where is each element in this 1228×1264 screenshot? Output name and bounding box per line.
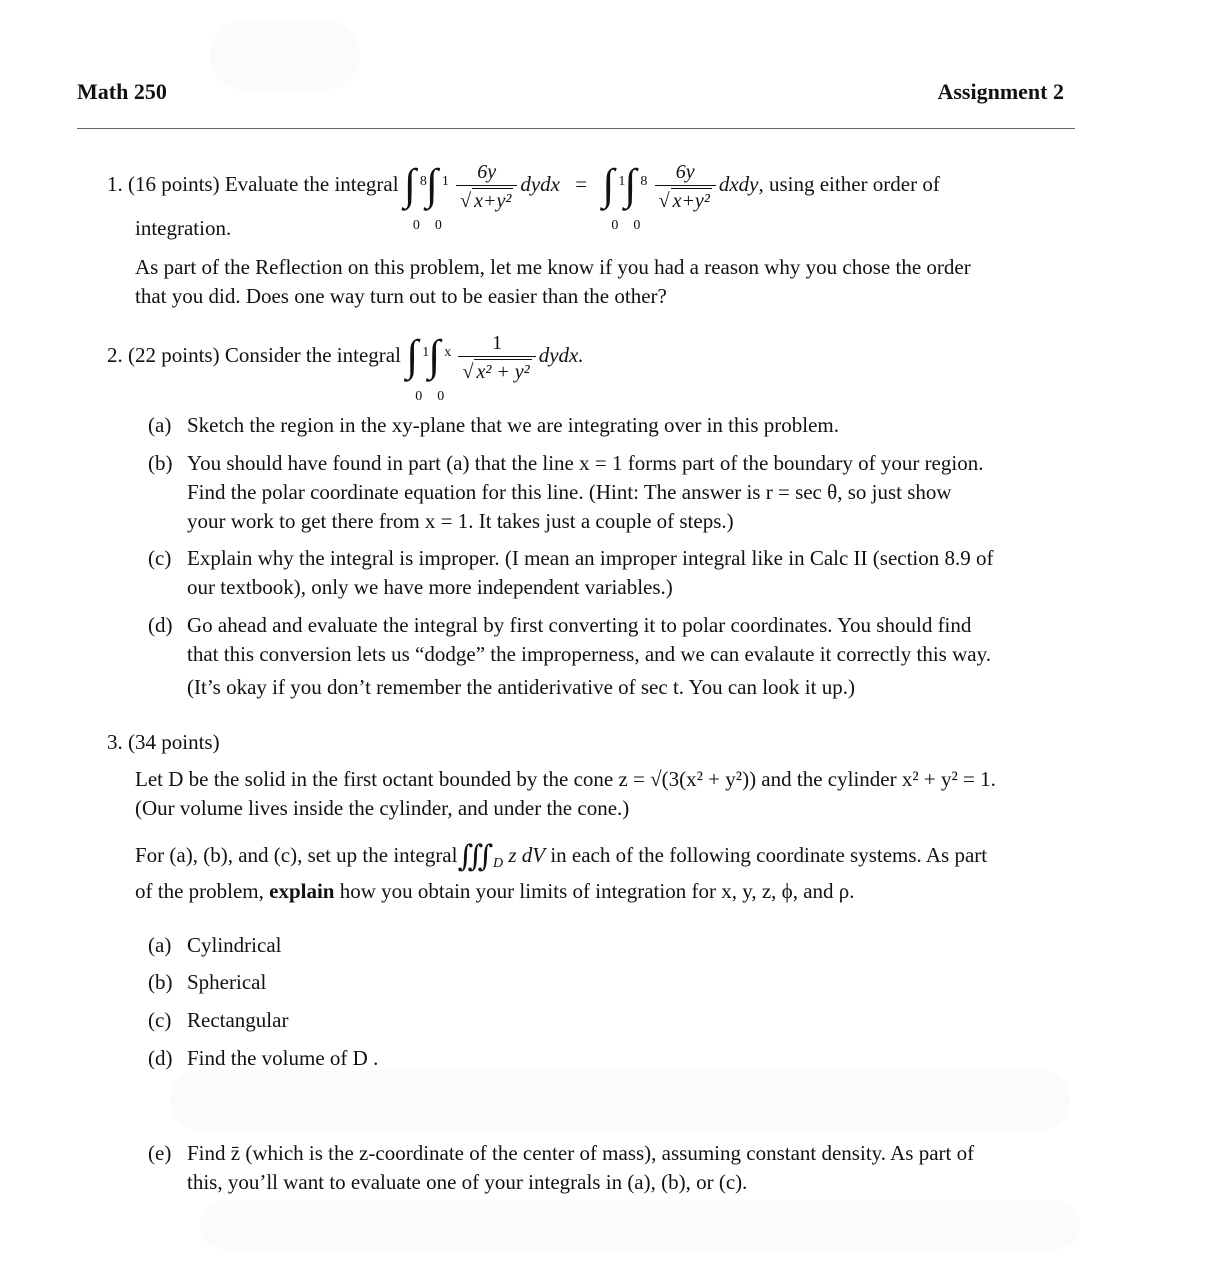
problem-3-setup-line: of the problem, explain how you obtain your limits of integration for x, y, z, ϕ, and ρ.: [135, 879, 855, 903]
part-label: (d): [148, 1046, 173, 1070]
integral-sign: ∫ 8 0: [403, 160, 427, 234]
integrand-fraction: $\frac{6y}{\text{√ x+y²}}$: [456, 160, 517, 213]
part-label: (e): [148, 1141, 172, 1165]
part-label: (a): [148, 933, 172, 957]
problem-3-number: 3.: [107, 730, 123, 754]
part-text: Find the volume of D .: [187, 1046, 379, 1070]
part-text: Find the polar coordinate equation for this line. (Hint: The answer is r = sec θ, so just show: [187, 480, 952, 504]
part-label: (c): [148, 1008, 172, 1032]
problem-3-header: [107, 728, 220, 756]
integral-sign: ∫ 8 0: [624, 160, 648, 234]
integral-sign: ∫ 1 0: [406, 331, 430, 405]
part-text: Go ahead and evaluate the integral by first converting it to polar coordinates. You should find: [187, 613, 972, 637]
part-text: that this conversion lets us “dodge” the improperness, and we can evalaute it correctly this way.: [187, 642, 991, 666]
problem-2-statement: 2. (22 points) Consider the integral ∫ 1 0 ∫ x 0 $\frac{1}{\text{√ x² + y²}}$ dydx.: [107, 331, 584, 405]
course-title: Math 250: [77, 79, 167, 104]
problem-2-intro: Consider the integral: [224, 343, 401, 367]
integral-sign: ∫ x 0: [428, 331, 452, 405]
problem-1-points: (16 points): [128, 172, 220, 196]
part-label: (b): [148, 451, 173, 475]
part-text: Sketch the region in the xy-plane that we are integrating over in this problem.: [187, 413, 839, 437]
problem-3-description: Let D be the solid in the first octant bounded by the cone z = √(3(x² + y²)) and the cylinder x² + y² = 1.: [135, 767, 996, 791]
problem-2-number: 2.: [107, 343, 123, 367]
part-text: Find z̄ (which is the z-coordinate of the center of mass), assuming constant density. As part of: [187, 1141, 975, 1165]
part-text: You should have found in part (a) that the line x = 1 forms part of the boundary of your region.: [187, 451, 984, 475]
part-label: (d): [148, 613, 173, 637]
eraser-smudge: [170, 1070, 1070, 1130]
problem-1-integral-1: ∫ 8 0 ∫ 1 0 $\frac{6y}{\text{√ x+y²}}$ dydx: [403, 160, 560, 234]
problem-3-points: (34 points): [128, 730, 220, 754]
part-label: (c): [148, 546, 172, 570]
problem-3-setup-line: For (a), (b), and (c), set up the $integral∭_D$ z dV in each of the following coordinate systems. As part: [135, 840, 988, 873]
part-text: (It’s okay if you don’t remember the antiderivative of sec t. You can look it up.): [187, 675, 855, 699]
part-text: Rectangular: [187, 1008, 289, 1032]
problem-1-intro: Evaluate the integral: [224, 172, 399, 196]
problem-2-points: (22 points): [128, 343, 220, 367]
part-text: Spherical: [187, 970, 267, 994]
part-text: Cylindrical: [187, 933, 282, 957]
part-text: our textbook), only we have more independent variables.): [187, 575, 673, 599]
integrand-fraction: $\frac{6y}{\text{√ x+y²}}$: [655, 160, 716, 213]
problem-1-reflection-line: As part of the Reflection on this problem, let me know if you had a reason why you chose the order: [135, 255, 971, 279]
problem-1-reflection-line: that you did. Does one way turn out to be easier than the other?: [135, 284, 667, 308]
eraser-smudge: [200, 1200, 1080, 1250]
triple-integral-sign: ∭: [457, 840, 493, 873]
problem-1-statement: 1. (16 points) Evaluate the integral ∫ 8 0 ∫ 1 0 $\frac{6y}{\text{√ x+y²}}$ dydx = ∫ 1 0 ∫ 8 0 $\frac{6y}{\text{√ x+y²}}$ dxdy, using either order of: [107, 160, 940, 234]
problem-1-integral-2: ∫ 1 0 ∫ 8 0 $\frac{6y}{\text{√ x+y²}}$ dxdy: [602, 160, 759, 234]
part-text: your work to get there from x = 1. It takes just a couple of steps.): [187, 509, 734, 533]
eraser-smudge: [210, 20, 360, 90]
header-rule: [77, 128, 1075, 129]
assignment-title: Assignment 2: [937, 79, 1064, 104]
part-text: Explain why the integral is improper. (I mean an improper integral like in Calc II (section 8.9 of: [187, 546, 994, 570]
problem-1-tail: integration.: [135, 216, 232, 240]
part-label: (a): [148, 413, 172, 437]
problem-3-description: (Our volume lives inside the cylinder, and under the cone.): [135, 796, 630, 820]
integral-sign: ∫ 1 0: [602, 160, 626, 234]
integrand-fraction: $\frac{1}{\text{√ x² + y²}}$: [458, 331, 535, 384]
part-label: (b): [148, 970, 173, 994]
part-text: this, you’ll want to evaluate one of your integrals in (a), (b), or (c).: [187, 1170, 748, 1194]
integral-sign: ∫ 1 0: [425, 160, 449, 234]
problem-1-number: 1.: [107, 172, 123, 196]
